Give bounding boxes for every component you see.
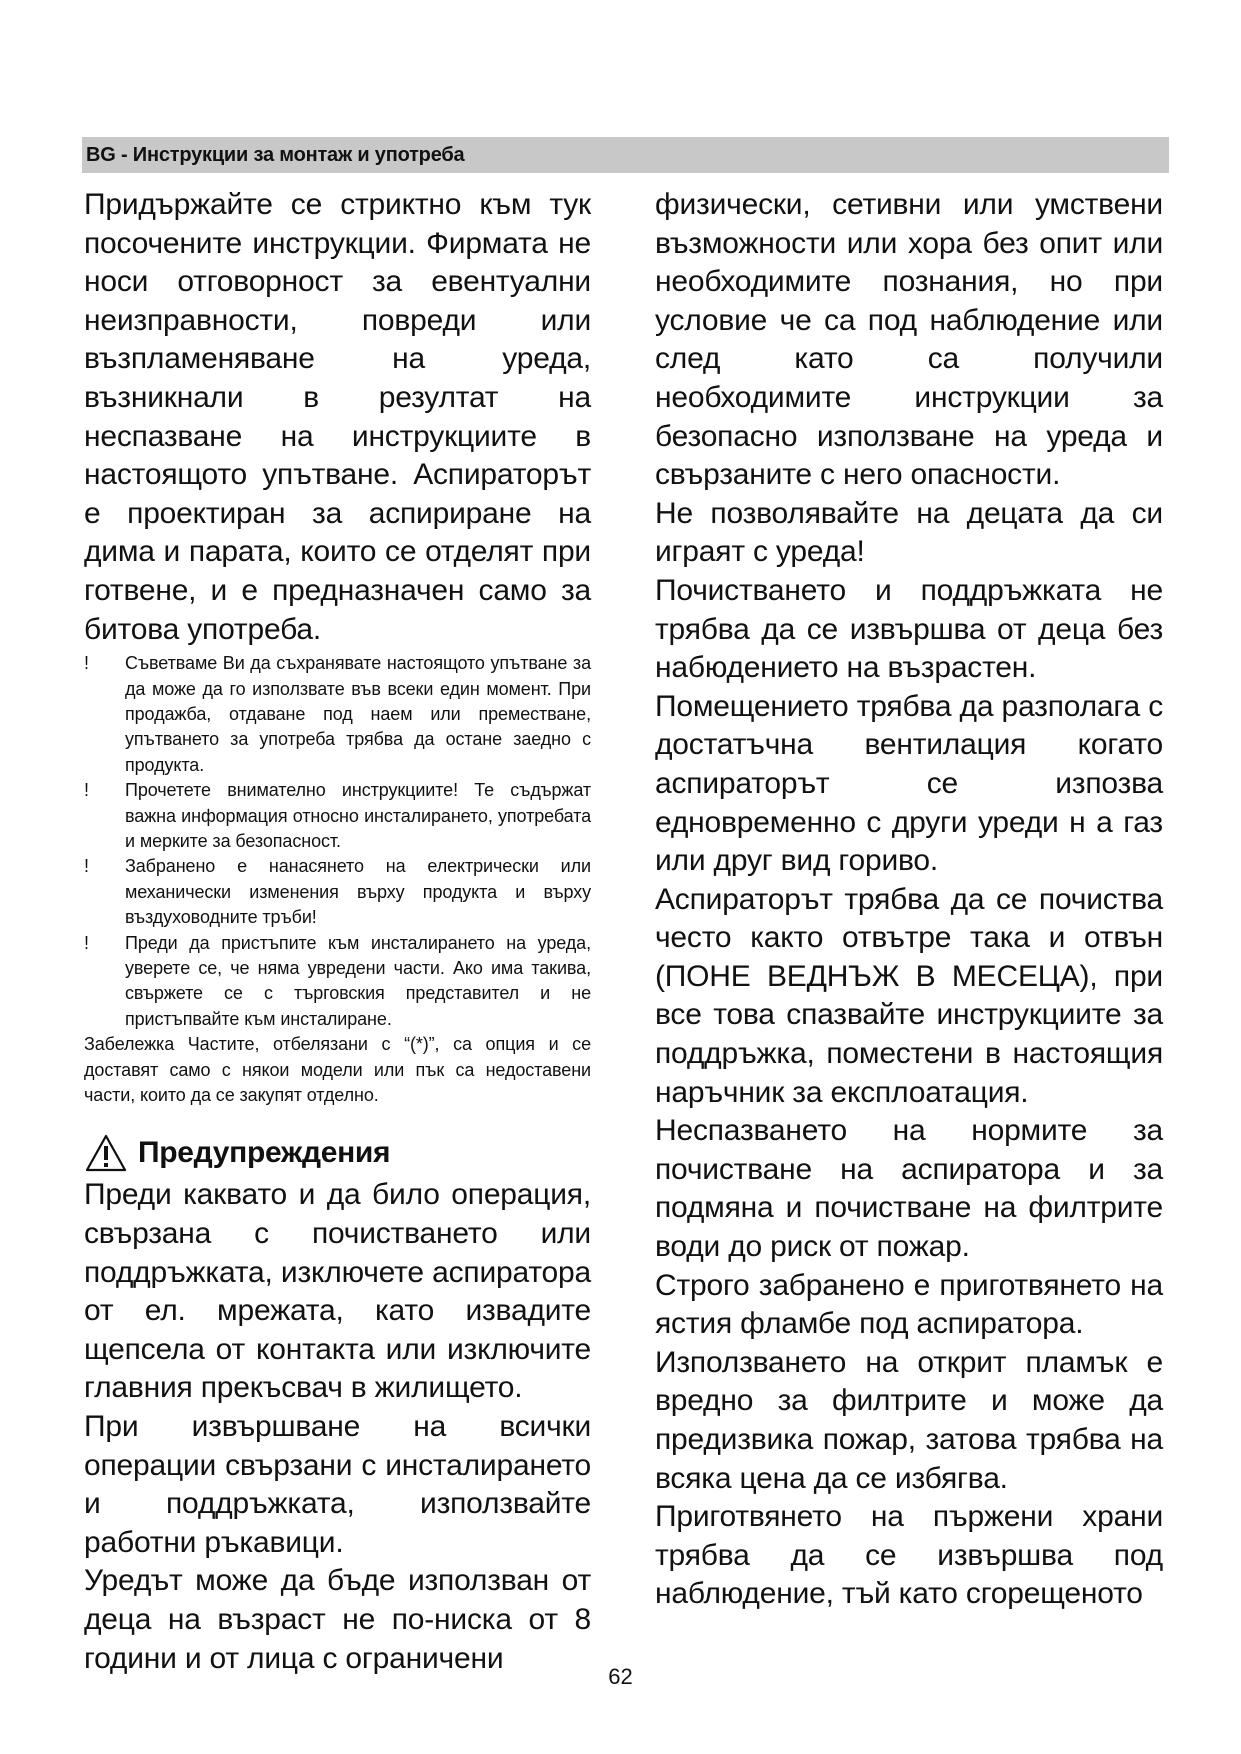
exclamation-mark: ! [84,780,89,801]
advice-item-text: Съветваме Ви да съхранявате настоящото упътване за да може да го използвате във всеки един момент. При продажба, отдаване под наем или преместване, упътването за употреба трябва да остане заедно с продукта. [125,653,591,775]
warning-paragraph: При извършване на всички операции свързани с инсталирането и поддръжката, използвайте работни ръкавици. [84,1410,591,1559]
intro-paragraph: Придържайте се стриктно към тук посочените инструкции. Фирмата не носи отговорност за евентуални неизправности, повреди или възпламеняване на уреда, възникнали в резултат на неспазване на инструкциите в настоящото упътване. Аспираторът е проектиран за аспириране на дима и парата, които се отделят при готвене, и е предназначен само за битова употреба. [84,188,591,646]
warning-triangle-icon [84,1133,128,1173]
body-paragraph: Почистването и поддръжката не трябва да се извършва от деца без набюдението на възрастен. [655,573,1163,685]
warnings-heading [84,1132,591,1174]
advice-item-text: Забранено е нанасянето на електрически или механически изменения върху продукта и върху въздуховодните тръби! [125,856,591,928]
body-paragraph: Помещението трябва да разполага с достатъчна вентилация когато аспираторът се изпозва едновременно с други уреди н а газ или друг вид гориво. [655,689,1163,878]
body-paragraph: Аспираторът трябва да се почиства често както отвътре така и отвън (ПОНЕ ВЕДНЪЖ В МЕСЕЦА), при все това спазвайте инструкциите за поддръжка, поместени в настоящия наръчник за експлоатация. [655,882,1163,1109]
advice-item-text: Прочетете внимателно инструкциите! Те съдържат важна информация относно инсталирането, употребата и мерките за безопасност. [125,780,591,851]
warnings-title: Предупреждения [138,1136,391,1170]
advice-item [84,651,591,778]
exclamation-mark: ! [84,856,89,877]
page-number: 62 [608,1664,633,1689]
body-paragraph: Не позволявайте на децата да си играят с уреда! [655,496,1163,569]
body-paragraph: Приготвянето на пържени храни трябва да се извършва под наблюдение, тъй като сгорещеното [655,1500,1163,1611]
advice-list [84,651,591,1032]
advice-item [84,778,591,854]
advice-item [84,931,591,1033]
body-paragraph: Строго забранено е приготвянето на ястия фламбе под аспиратора. [655,1268,1163,1341]
body-paragraph: Неспазването на нормите за почистване на аспиратора и за подмяна и почистване на филтрите води до риск от пожар. [655,1114,1163,1264]
warning-paragraph: Уредът може да бъде използван от деца на възраст не по-ниска от 8 години и от лица с ограничени [84,1564,591,1675]
body-paragraph: Използването на открит пламък е вредно за филтрите и може да предизвика пожар, затова трябва на всяка цена да се избягва. [655,1345,1163,1495]
left-column [84,186,591,1678]
section-header [82,137,1169,173]
right-column [655,186,1163,1614]
body-paragraph: физически, сетивни или умствени възможности или хора без опит или необходимите познания, но при условие че са под наблюдение или след като са получили необходимите инструкции за безопасно използване на уреда и свързаните с него опасности. [655,188,1163,492]
warning-paragraph: Преди каквато и да било операция, свързана с почистването или поддръжката, изключете аспиратора от ел. мрежата, като извадите щепсела от контакта или изключите главния прекъсвач в жилището. [84,1178,591,1405]
exclamation-mark: ! [84,653,89,674]
advice-item [84,854,591,930]
section-header-title: BG - Инструкции за монтаж и употреба [86,143,465,166]
exclamation-mark: ! [84,932,89,953]
note-paragraph: Забележка Частите, отбелязани с “(*)”, са опция и се доставят само с някои модели или пък са недоставени части, които да се закупят отделно. [84,1034,591,1106]
advice-item-text: Преди да пристъпите към инсталирането на уреда, уверете се, че няма увредени части. Ако има такива, свържете се с търговския представител и не пристъпвайте към инсталиране. [125,932,591,1029]
